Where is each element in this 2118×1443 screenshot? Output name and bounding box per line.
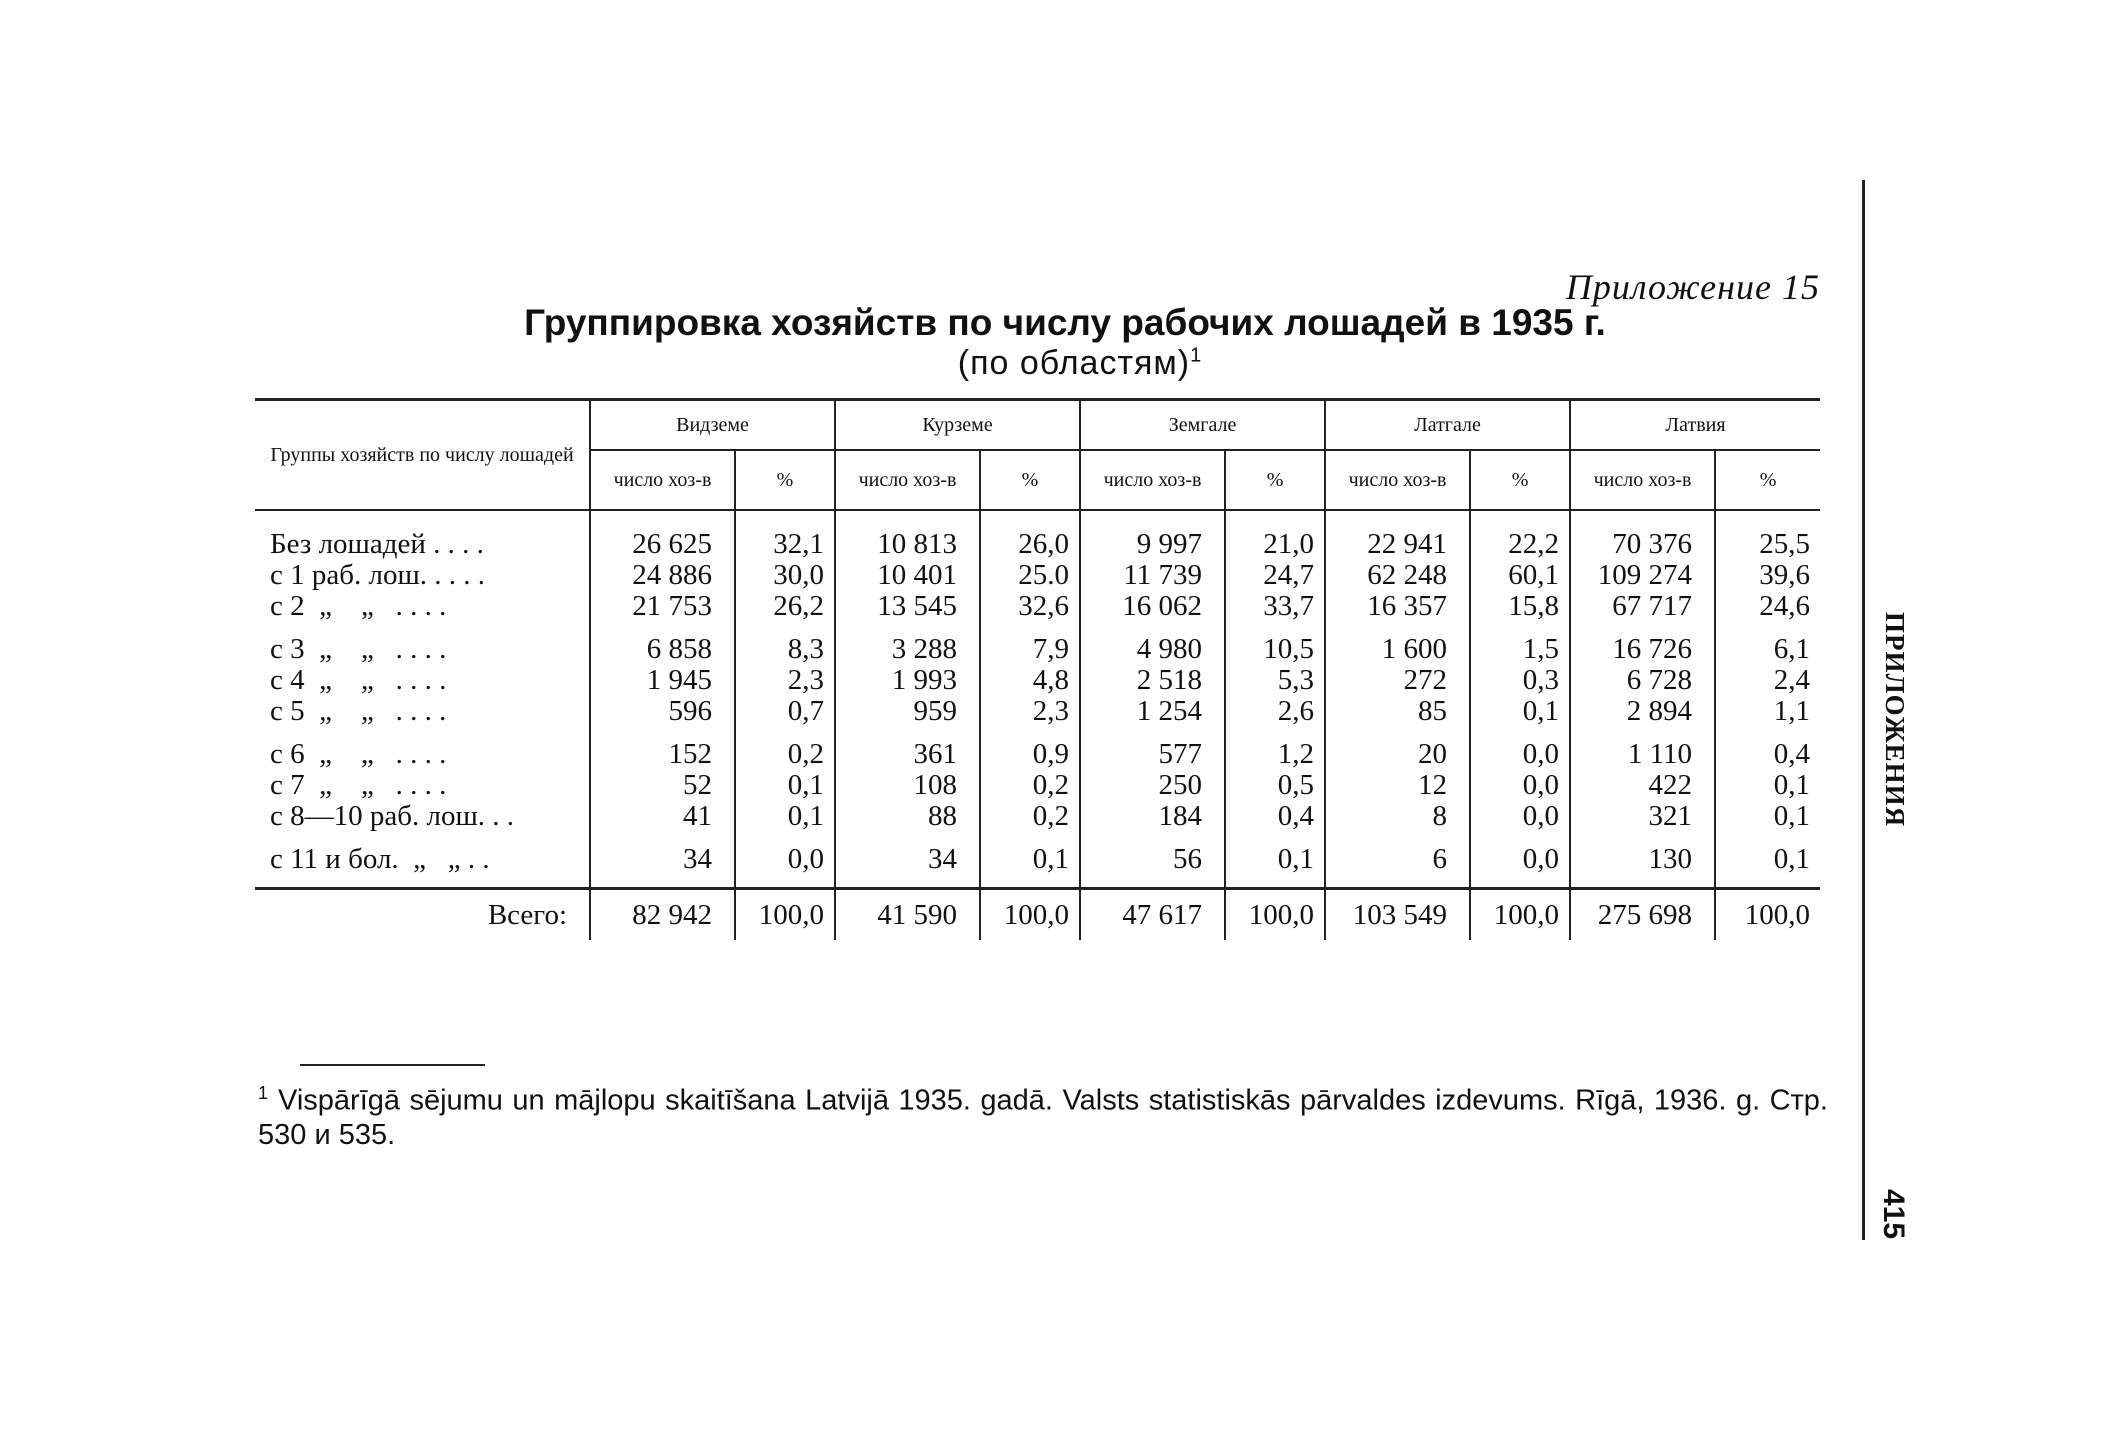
total-count: 275 698	[1570, 889, 1715, 941]
cell-count: 41	[590, 801, 735, 832]
cell-percent: 0,1	[1715, 801, 1820, 832]
row-label: с 4 „ „ . . . .	[270, 664, 447, 696]
total-percent: 100,0	[980, 889, 1080, 941]
cell-count: 959	[835, 696, 980, 727]
cell-count: 52	[590, 770, 735, 801]
cell-count: 12	[1325, 770, 1470, 801]
cell-percent: 2,3	[980, 696, 1080, 727]
cell-count: 109 274	[1570, 560, 1715, 591]
cell-percent: 24,6	[1715, 591, 1820, 622]
subheader-percent: %	[1715, 450, 1820, 510]
subheader-count: число хоз-в	[1325, 450, 1470, 510]
subheader-percent: %	[735, 450, 835, 510]
cell-percent: 6,1	[1715, 622, 1820, 665]
page-number: 415	[1877, 1188, 1910, 1240]
cell-percent: 24,7	[1225, 560, 1325, 591]
subheader-count: число хоз-в	[590, 450, 735, 510]
total-count: 82 942	[590, 889, 735, 941]
cell-count: 10 401	[835, 560, 980, 591]
cell-count: 70 376	[1570, 510, 1715, 560]
row-label: с 7 „ „ . . . .	[270, 769, 447, 801]
table-body	[255, 510, 1820, 889]
cell-percent: 7,9	[980, 622, 1080, 665]
cell-percent: 0,5	[1225, 770, 1325, 801]
total-percent: 100,0	[1715, 889, 1820, 941]
cell-percent: 0,1	[1715, 770, 1820, 801]
cell-count: 24 886	[590, 560, 735, 591]
cell-percent: 0,1	[980, 832, 1080, 889]
cell-count: 1 600	[1325, 622, 1470, 665]
total-count: 103 549	[1325, 889, 1470, 941]
table-row	[255, 832, 1820, 889]
row-label: с 8—10 раб. лош. . .	[270, 800, 515, 832]
total-count: 41 590	[835, 889, 980, 941]
cell-percent: 1,2	[1225, 727, 1325, 770]
cell-percent: 0,2	[980, 770, 1080, 801]
cell-percent: 2,6	[1225, 696, 1325, 727]
cell-percent: 60,1	[1470, 560, 1570, 591]
cell-percent: 0,1	[1470, 696, 1570, 727]
column-header-region: Латгале	[1325, 400, 1570, 451]
cell-percent: 10,5	[1225, 622, 1325, 665]
cell-count: 4 980	[1080, 622, 1225, 665]
cell-percent: 0,0	[735, 832, 835, 889]
cell-count: 1 110	[1570, 727, 1715, 770]
cell-count: 184	[1080, 801, 1225, 832]
cell-count: 13 545	[835, 591, 980, 622]
cell-count: 20	[1325, 727, 1470, 770]
cell-percent: 32,6	[980, 591, 1080, 622]
table-row	[255, 510, 1820, 560]
cell-count: 22 941	[1325, 510, 1470, 560]
cell-percent: 0,0	[1470, 727, 1570, 770]
table-row	[255, 770, 1820, 801]
column-header-region: Курземе	[835, 400, 1080, 451]
column-header-region: Земгале	[1080, 400, 1325, 451]
cell-percent: 25.0	[980, 560, 1080, 591]
table-row	[255, 622, 1820, 665]
table-footer	[255, 889, 1820, 941]
cell-count: 16 726	[1570, 622, 1715, 665]
cell-percent: 0,1	[735, 801, 835, 832]
cell-count: 1 993	[835, 665, 980, 696]
cell-percent: 8,3	[735, 622, 835, 665]
cell-count: 67 717	[1570, 591, 1715, 622]
total-percent: 100,0	[1470, 889, 1570, 941]
column-header-region: Видземе	[590, 400, 835, 451]
cell-percent: 21,0	[1225, 510, 1325, 560]
total-label: Всего:	[255, 889, 590, 941]
total-count: 47 617	[1080, 889, 1225, 941]
table-header	[255, 400, 1820, 511]
cell-count: 272	[1325, 665, 1470, 696]
row-label: с 1 раб. лош. . . . .	[270, 559, 486, 591]
cell-count: 26 625	[590, 510, 735, 560]
cell-percent: 15,8	[1470, 591, 1570, 622]
cell-count: 62 248	[1325, 560, 1470, 591]
cell-percent: 30,0	[735, 560, 835, 591]
cell-count: 21 753	[590, 591, 735, 622]
cell-percent: 4,8	[980, 665, 1080, 696]
cell-count: 34	[835, 832, 980, 889]
row-label: с 11 и бол. „ „ . .	[270, 843, 490, 875]
cell-count: 3 288	[835, 622, 980, 665]
cell-count: 321	[1570, 801, 1715, 832]
total-row	[255, 889, 1820, 941]
cell-percent: 0,7	[735, 696, 835, 727]
table-row	[255, 696, 1820, 727]
cell-count: 577	[1080, 727, 1225, 770]
cell-count: 1 945	[590, 665, 735, 696]
row-label: с 2 „ „ . . . .	[270, 590, 447, 622]
cell-percent: 0,1	[735, 770, 835, 801]
cell-count: 1 254	[1080, 696, 1225, 727]
subheader-count: число хоз-в	[835, 450, 980, 510]
row-label: с 5 „ „ . . . .	[270, 695, 447, 727]
subheader-percent: %	[1470, 450, 1570, 510]
table-row	[255, 560, 1820, 591]
cell-percent: 2,4	[1715, 665, 1820, 696]
cell-count: 6	[1325, 832, 1470, 889]
cell-percent: 0,0	[1470, 832, 1570, 889]
page-title: Группировка хозяйств по числу рабочих лошадей в 1935 г.	[524, 302, 1606, 343]
cell-percent: 2,3	[735, 665, 835, 696]
subtitle-footnote-mark: 1	[1190, 344, 1203, 367]
cell-count: 596	[590, 696, 735, 727]
cell-percent: 32,1	[735, 510, 835, 560]
subheader-count: число хоз-в	[1570, 450, 1715, 510]
cell-count: 361	[835, 727, 980, 770]
footnote	[258, 1076, 1828, 1152]
cell-percent: 25,5	[1715, 510, 1820, 560]
cell-count: 34	[590, 832, 735, 889]
cell-count: 8	[1325, 801, 1470, 832]
cell-percent: 33,7	[1225, 591, 1325, 622]
cell-count: 6 858	[590, 622, 735, 665]
cell-percent: 0,4	[1225, 801, 1325, 832]
cell-percent: 0,9	[980, 727, 1080, 770]
row-label: с 6 „ „ . . . .	[270, 738, 447, 770]
cell-count: 88	[835, 801, 980, 832]
cell-percent: 5,3	[1225, 665, 1325, 696]
subtitle-text: (по областям)	[957, 344, 1191, 382]
table-row	[255, 591, 1820, 622]
cell-count: 130	[1570, 832, 1715, 889]
cell-count: 2 518	[1080, 665, 1225, 696]
cell-percent: 0,0	[1470, 770, 1570, 801]
cell-percent: 0,4	[1715, 727, 1820, 770]
cell-count: 56	[1080, 832, 1225, 889]
cell-percent: 0,2	[735, 727, 835, 770]
cell-percent: 0,3	[1470, 665, 1570, 696]
cell-percent: 0,1	[1225, 832, 1325, 889]
margin-rule	[1862, 180, 1865, 1240]
table-row	[255, 727, 1820, 770]
cell-count: 9 997	[1080, 510, 1225, 560]
row-label: Без лошадей . . . .	[270, 528, 484, 560]
cell-percent: 26,2	[735, 591, 835, 622]
table-header-row-regions	[255, 400, 1820, 451]
table-row	[255, 665, 1820, 696]
subheader-percent: %	[1225, 450, 1325, 510]
appendix-label: Приложение 15	[1565, 267, 1820, 307]
cell-percent: 1,1	[1715, 696, 1820, 727]
column-header-region: Латвия	[1570, 400, 1820, 451]
page-subtitle	[870, 344, 1290, 383]
horse-grouping-table	[255, 398, 1820, 940]
statistics-table-container	[255, 398, 1820, 940]
footnote-mark: 1	[258, 1083, 269, 1103]
column-header-groups: Группы хозяйств по числу лошадей	[255, 400, 590, 511]
row-label: с 3 „ „ . . . .	[270, 633, 447, 665]
cell-count: 6 728	[1570, 665, 1715, 696]
cell-percent: 1,5	[1470, 622, 1570, 665]
footnote-divider	[300, 1064, 485, 1066]
cell-count: 16 357	[1325, 591, 1470, 622]
cell-percent: 0,0	[1470, 801, 1570, 832]
cell-count: 85	[1325, 696, 1470, 727]
cell-percent: 0,1	[1715, 832, 1820, 889]
subheader-percent: %	[980, 450, 1080, 510]
cell-count: 152	[590, 727, 735, 770]
cell-count: 11 739	[1080, 560, 1225, 591]
total-percent: 100,0	[1225, 889, 1325, 941]
total-percent: 100,0	[735, 889, 835, 941]
footnote-text: Vispārīgā sējumu un mājlopu skaitīšana Latvijā 1935. gadā. Valsts statistiskās pārvaldes izdevums. Rīgā, 1936. g. Стр. 530 и 535.	[258, 1084, 1828, 1151]
table-row	[255, 801, 1820, 832]
cell-percent: 39,6	[1715, 560, 1820, 591]
cell-percent: 0,2	[980, 801, 1080, 832]
cell-count: 10 813	[835, 510, 980, 560]
cell-percent: 26,0	[980, 510, 1080, 560]
cell-count: 2 894	[1570, 696, 1715, 727]
cell-percent: 22,2	[1470, 510, 1570, 560]
subheader-count: число хоз-в	[1080, 450, 1225, 510]
cell-count: 108	[835, 770, 980, 801]
cell-count: 16 062	[1080, 591, 1225, 622]
side-heading: ПРИЛОЖЕНИЯ	[1880, 612, 1910, 828]
cell-count: 250	[1080, 770, 1225, 801]
cell-count: 422	[1570, 770, 1715, 801]
